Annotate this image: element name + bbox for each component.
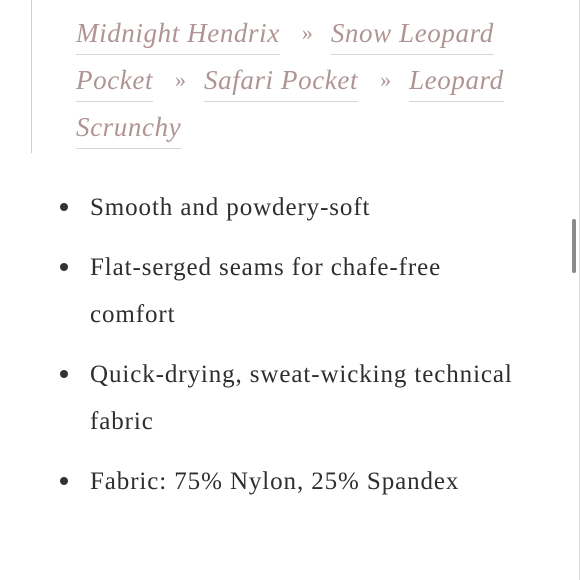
breadcrumb-link-safari-pocket[interactable]: Safari Pocket (204, 62, 358, 102)
scrollbar-thumb[interactable] (572, 219, 576, 273)
feature-text: Fabric: 75% Nylon, 25% Spandex (90, 468, 460, 495)
breadcrumb-separator: » (380, 67, 392, 92)
feature-item (59, 351, 529, 445)
bullet-icon (60, 263, 68, 271)
breadcrumb-link-snow-leopard[interactable]: Snow Leopard (331, 15, 494, 55)
breadcrumb-link-midnight-hendrix[interactable]: Midnight Hendrix (76, 15, 280, 55)
feature-list (59, 184, 529, 518)
feature-text: Quick-drying, sweat-wicking technical fabric (90, 361, 513, 435)
feature-text: Flat-serged seams for chafe-free comfort (90, 254, 442, 328)
quote-border (31, 0, 32, 153)
breadcrumb-line (76, 109, 516, 156)
bullet-icon (60, 370, 68, 378)
breadcrumb-separator: » (175, 67, 187, 92)
breadcrumb-link-pocket[interactable]: Pocket (76, 62, 153, 102)
breadcrumb-link-scrunchy[interactable]: Scrunchy (76, 109, 181, 149)
breadcrumb (76, 15, 516, 156)
feature-item (59, 458, 529, 505)
breadcrumb-link-leopard[interactable]: Leopard (409, 62, 504, 102)
breadcrumb-line (76, 15, 516, 62)
bullet-icon (60, 203, 68, 211)
feature-item (59, 184, 529, 231)
feature-item (59, 244, 529, 338)
breadcrumb-line (76, 62, 516, 109)
feature-text: Smooth and powdery-soft (90, 194, 371, 221)
bullet-icon (60, 477, 68, 485)
breadcrumb-separator: » (301, 20, 313, 45)
